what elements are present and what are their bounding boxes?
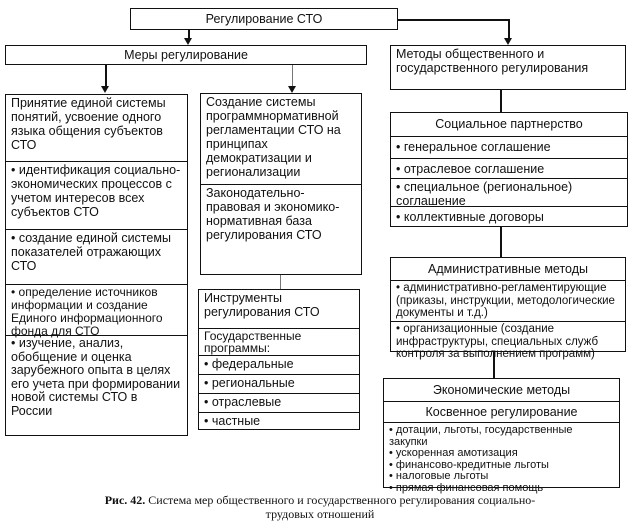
left-item: • определение источников информации и создание Единого информационного фонда для СТО <box>6 284 187 335</box>
connector <box>292 65 293 87</box>
arrow-down-icon <box>184 38 192 45</box>
instrument-item: • федеральные <box>199 355 359 374</box>
methods-node <box>390 45 626 90</box>
instruments-subtitle: Государственные программы: <box>199 328 359 355</box>
admin-item: • организационные (создание инфраструктуры, специальных служб контроля за выполнением программ) <box>391 321 625 351</box>
economic-item: • финансово-кредитные льготы <box>389 458 549 471</box>
economic-subtitle: Косвенное регулирование <box>384 401 619 422</box>
admin-item: • административно-регламентирующие (приказы, инструкции, методологические документы и т.д.) <box>391 280 625 321</box>
instrument-item: • отраслевые <box>199 393 359 412</box>
admin-methods-node <box>390 257 626 360</box>
economic-methods-node <box>383 378 620 494</box>
left-item: • идентификация социально-экономических процессов с учетом интересов всех субъектов СТО <box>6 161 187 229</box>
instruments-title: Инструменты регулирования СТО <box>204 291 320 319</box>
instruments-node <box>198 289 360 430</box>
economic-item: • ускоренная амотизация <box>389 447 518 459</box>
methods-title: Методы общественного и государственного регулирования <box>396 47 589 75</box>
economic-list <box>384 422 619 494</box>
middle-item: Законодательно-правовая и экономико-нормативная база регулирования СТО <box>201 184 361 274</box>
arrow-down-icon <box>288 86 296 93</box>
social-item: • генеральное соглашение <box>391 136 627 158</box>
root-node <box>130 8 398 30</box>
connector <box>500 227 502 257</box>
instrument-item: • региональные <box>199 374 359 393</box>
instrument-item: • частные <box>199 412 359 429</box>
arrow-down-icon <box>101 86 109 93</box>
left-item: Принятие единой системы понятий, усвоение одного языка общения субъектов СТО <box>11 96 166 152</box>
left-item: • изучение, анализ, обобщение и оценка зарубежного опыта в целях его учета при формировании новой системы СТО в России <box>6 335 187 435</box>
caption-text: Система мер общественного и государственного регулирования социально-трудовых отношений <box>148 493 536 521</box>
figure-caption <box>100 493 540 521</box>
economic-item: • прямая финансовая помощь <box>389 481 544 494</box>
social-partnership-node <box>390 112 628 227</box>
measures-left-column <box>5 94 188 436</box>
middle-item: Создание системы программнормативной регламентации СТО на принципах демократизации и регионализации <box>206 95 341 179</box>
connector <box>508 19 510 40</box>
left-item: • создание единой системы показателей отражающих СТО <box>6 229 187 284</box>
economic-item: • дотации, льготы, государственные закупки <box>389 424 573 448</box>
economic-item: • налоговые льготы <box>389 470 489 482</box>
social-item: • отраслевое соглашение <box>391 158 627 178</box>
measures-title: Меры регулирование <box>124 48 248 62</box>
social-item: • специальное (региональное) соглашение <box>391 178 627 206</box>
arrow-down-icon <box>504 38 512 45</box>
measures-node <box>5 45 367 65</box>
connector <box>105 65 107 87</box>
caption-label: Рис. 42. <box>104 493 146 507</box>
measures-middle-column <box>200 93 362 275</box>
admin-title: Административные методы <box>427 262 589 276</box>
connector <box>280 275 281 289</box>
social-item: • коллективные договоры <box>391 206 627 226</box>
social-title: Социальное партнерство <box>435 117 583 131</box>
economic-title: Экономические методы <box>432 383 571 397</box>
connector <box>500 90 502 112</box>
root-title: Регулирование СТО <box>205 12 323 26</box>
connector <box>398 19 509 21</box>
